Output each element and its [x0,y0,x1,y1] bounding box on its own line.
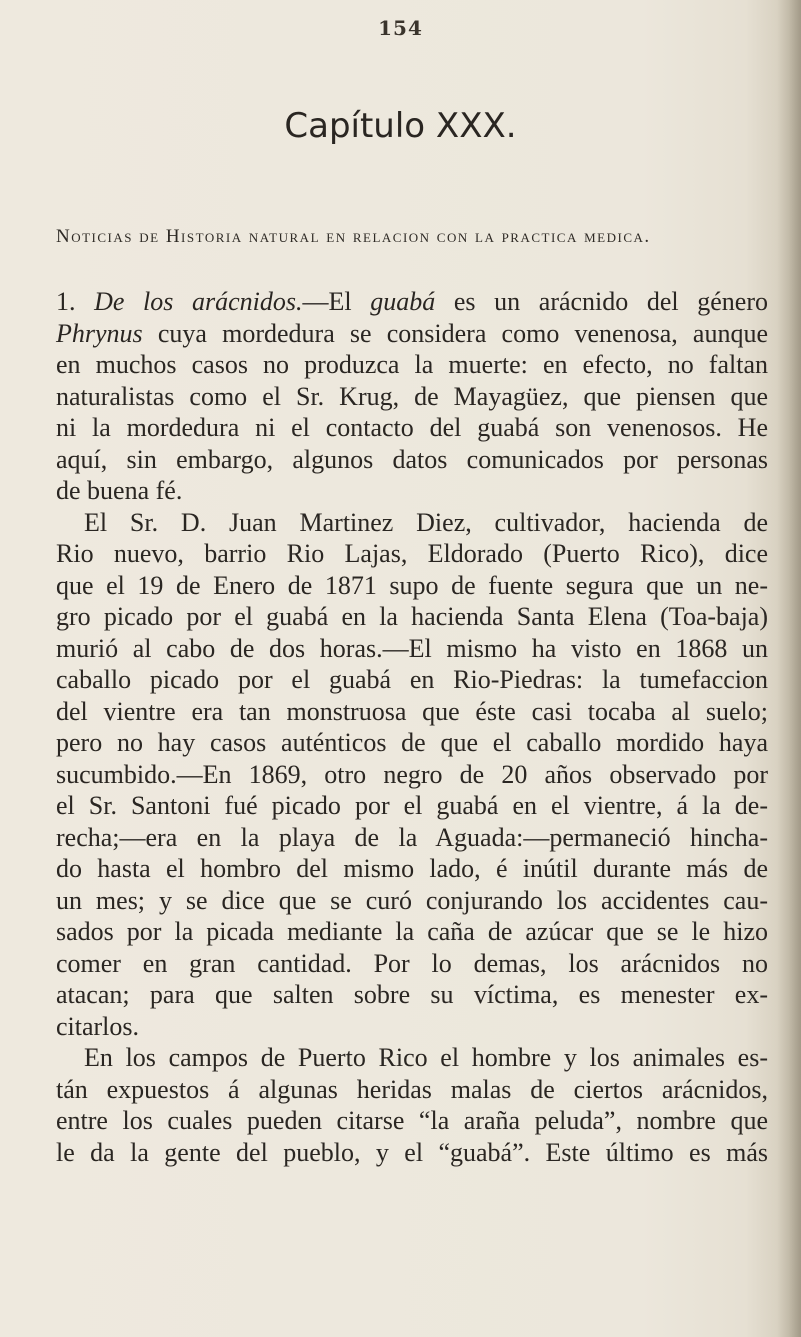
page-number: 154 [378,16,423,40]
text-line [56,412,768,444]
text-line [56,601,768,633]
line-text: recha;—era en la playa de la Aguada:—permaneció hincha- [56,822,768,852]
line-text: —El [302,287,371,316]
line-text: 1. [56,287,95,316]
italic-text: De los arácnidos. [94,287,303,316]
text-line [56,916,768,948]
text-line [56,475,768,507]
line-text: que el 19 de Enero de 1871 supo de fuente segura que un ne- [56,570,768,600]
line-text: caballo picado por el guabá en Rio-Piedras: la tumefaccion [56,665,768,694]
line-text: citarlos. [56,1011,140,1041]
text-line [56,664,768,696]
line-text: atacan; para que salten sobre su víctima, es menester ex- [56,980,768,1009]
line-text: pero no hay casos auténticos de que el caballo mordido haya [56,728,768,757]
line-text: murió al cabo de dos horas.—El mismo ha visto en 1868 un [56,633,768,663]
line-text: en muchos casos no produzca la muerte: en efecto, no faltan [56,350,768,379]
text-line [56,318,768,350]
line-text: le da la gente del pueblo, y el “guabá”. Este último es más [56,1137,768,1167]
line-text: tán expuestos á algunas heridas malas de ciertos arácnidos, [56,1074,768,1104]
text-line [56,790,768,822]
text-line [56,759,768,791]
text-line [56,1105,768,1137]
line-text: un mes; y se dice que se curó conjurando los accidentes cau- [56,885,768,915]
page-edge-shadow [777,0,801,1337]
paragraph [56,507,768,1043]
italic-text: guabá [370,287,436,316]
text-line [56,570,768,602]
line-text: ni la mordedura ni el contacto del guabá son venenosos. He [56,413,768,442]
line-text: do hasta el hombro del mismo lado, é inútil durante más de [56,854,768,883]
line-text: El Sr. D. Juan Martinez Diez, cultivador, hacienda de [84,507,768,537]
text-line [56,1137,768,1169]
paragraph [56,1042,768,1168]
text-line [56,853,768,885]
line-text: entre los cuales pueden citarse “la araña peluda”, nombre que [56,1106,768,1135]
text-line [56,349,768,381]
text-line [56,444,768,476]
text-line [56,381,768,413]
line-text: del vientre era tan monstruosa que éste casi tocaba al suelo; [56,696,768,726]
body-text [56,286,768,1168]
line-text: En los campos de Puerto Rico el hombre y los animales es- [84,1043,768,1072]
text-line [56,1042,768,1074]
line-text: cuya mordedura se considera como venenosa, aunque [142,318,768,348]
text-line [56,538,768,570]
paragraph [56,286,768,507]
line-text: el Sr. Santoni fué picado por el guabá en el vientre, á la de- [56,791,768,820]
line-text: es un arácnido del género [435,287,769,316]
text-line [56,696,768,728]
italic-text: Phrynus [56,318,143,348]
line-text: naturalistas como el Sr. Krug, de Mayagüez, que piensen que [56,381,768,411]
text-line [56,1074,768,1106]
line-text: gro picado por el guabá en la hacienda Santa Elena (Toa-baja) [56,602,768,631]
section-subtitle: Noticias de Historia natural en relacion con la practica medica. [56,226,651,247]
text-line [56,286,768,318]
text-line [56,979,768,1011]
text-line [56,507,768,539]
text-line [56,885,768,917]
line-text: sados por la picada mediante la caña de azúcar que se le hizo [56,917,768,946]
text-line [56,727,768,759]
text-line [56,1011,768,1043]
text-line [56,948,768,980]
chapter-title: Capítulo XXX. [284,106,517,146]
line-text: Rio nuevo, barrio Rio Lajas, Eldorado (Puerto Rico), dice [56,539,768,568]
line-text: sucumbido.—En 1869, otro negro de 20 años observado por [56,759,768,789]
line-text: comer en gran cantidad. Por lo demas, los arácnidos no [56,948,768,978]
text-line [56,633,768,665]
line-text: de buena fé. [56,476,183,505]
text-line [56,822,768,854]
line-text: aquí, sin embargo, algunos datos comunicados por personas [56,444,768,474]
